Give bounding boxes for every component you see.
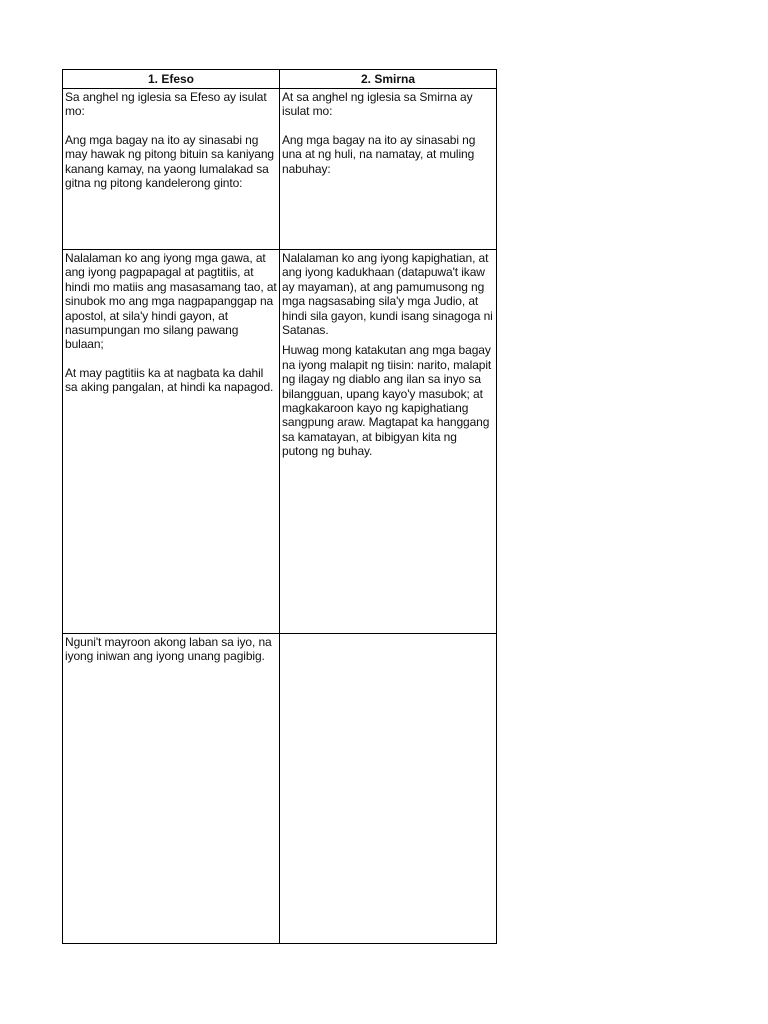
cell-efeso-1 — [63, 89, 280, 250]
efeso-1-para-1: Sa anghel ng iglesia sa Efeso ay isulat mo: — [65, 90, 270, 119]
table-row — [63, 634, 497, 944]
efeso-3-para-1: Nguni't mayroon akong laban sa iyo, na iyong iniwan ang iyong unang pagibig. — [65, 635, 275, 664]
table-row — [63, 89, 497, 250]
header-row — [63, 70, 497, 89]
cell-efeso-3 — [63, 634, 280, 944]
comparison-table — [62, 69, 497, 944]
smirna-2-para-1: Nalalaman ko ang iyong kapighatian, at ang iyong kadukhaan (datapuwa't ikaw ay mayaman), at ang pamumusong ng mga nagsasabing sila'y mga Judio, at hindi sila gayon, kundi isang sinagoga ni Satanas. — [282, 251, 496, 338]
cell-smirna-2 — [280, 250, 497, 634]
smirna-1-para-1: At sa anghel ng iglesia sa Smirna ay isulat mo: — [282, 90, 476, 119]
smirna-1-para-2: Ang mga bagay na ito ay sinasabi ng una at ng huli, na namatay, at muling nabuhay: — [282, 132, 479, 176]
smirna-2-para-2: Huwag mong katakutan ang mga bagay na iyong malapit ng tiisin: narito, malapit ng ilagay ng diablo ang ilan sa inyo sa bilangguan, upang kayo'y masubok; at magkakaroon kayo ng kapighatiang sangpung araw. Magtapat ka hanggang sa kamatayan, at bibigyan kita ng putong ng buhay. — [282, 343, 495, 459]
cell-smirna-1 — [280, 89, 497, 250]
efeso-2-para-1: Nalalaman ko ang iyong mga gawa, at ang iyong pagpapagal at pagtitiis, at hindi mo matiis ang masasamang tao, at sinubok mo ang mga nagpapanggap na apostol, at sila'y hindi gayon, at nasumpungan mo silang pawang bulaan; — [65, 251, 280, 352]
efeso-1-para-2: Ang mga bagay na ito ay sinasabi ng may hawak ng pitong bituin sa kaniyang kanang kamay, na yaong lumalakad sa gitna ng pitong kandelerong ginto: — [65, 132, 278, 191]
header-smirna: 2. Smirna — [280, 70, 497, 89]
cell-efeso-2 — [63, 250, 280, 634]
header-efeso: 1. Efeso — [63, 70, 280, 89]
cell-smirna-3 — [280, 634, 497, 944]
efeso-2-para-2: At may pagtitiis ka at nagbata ka dahil sa aking pangalan, at hindi ka napagod. — [65, 365, 274, 395]
table-row — [63, 250, 497, 634]
